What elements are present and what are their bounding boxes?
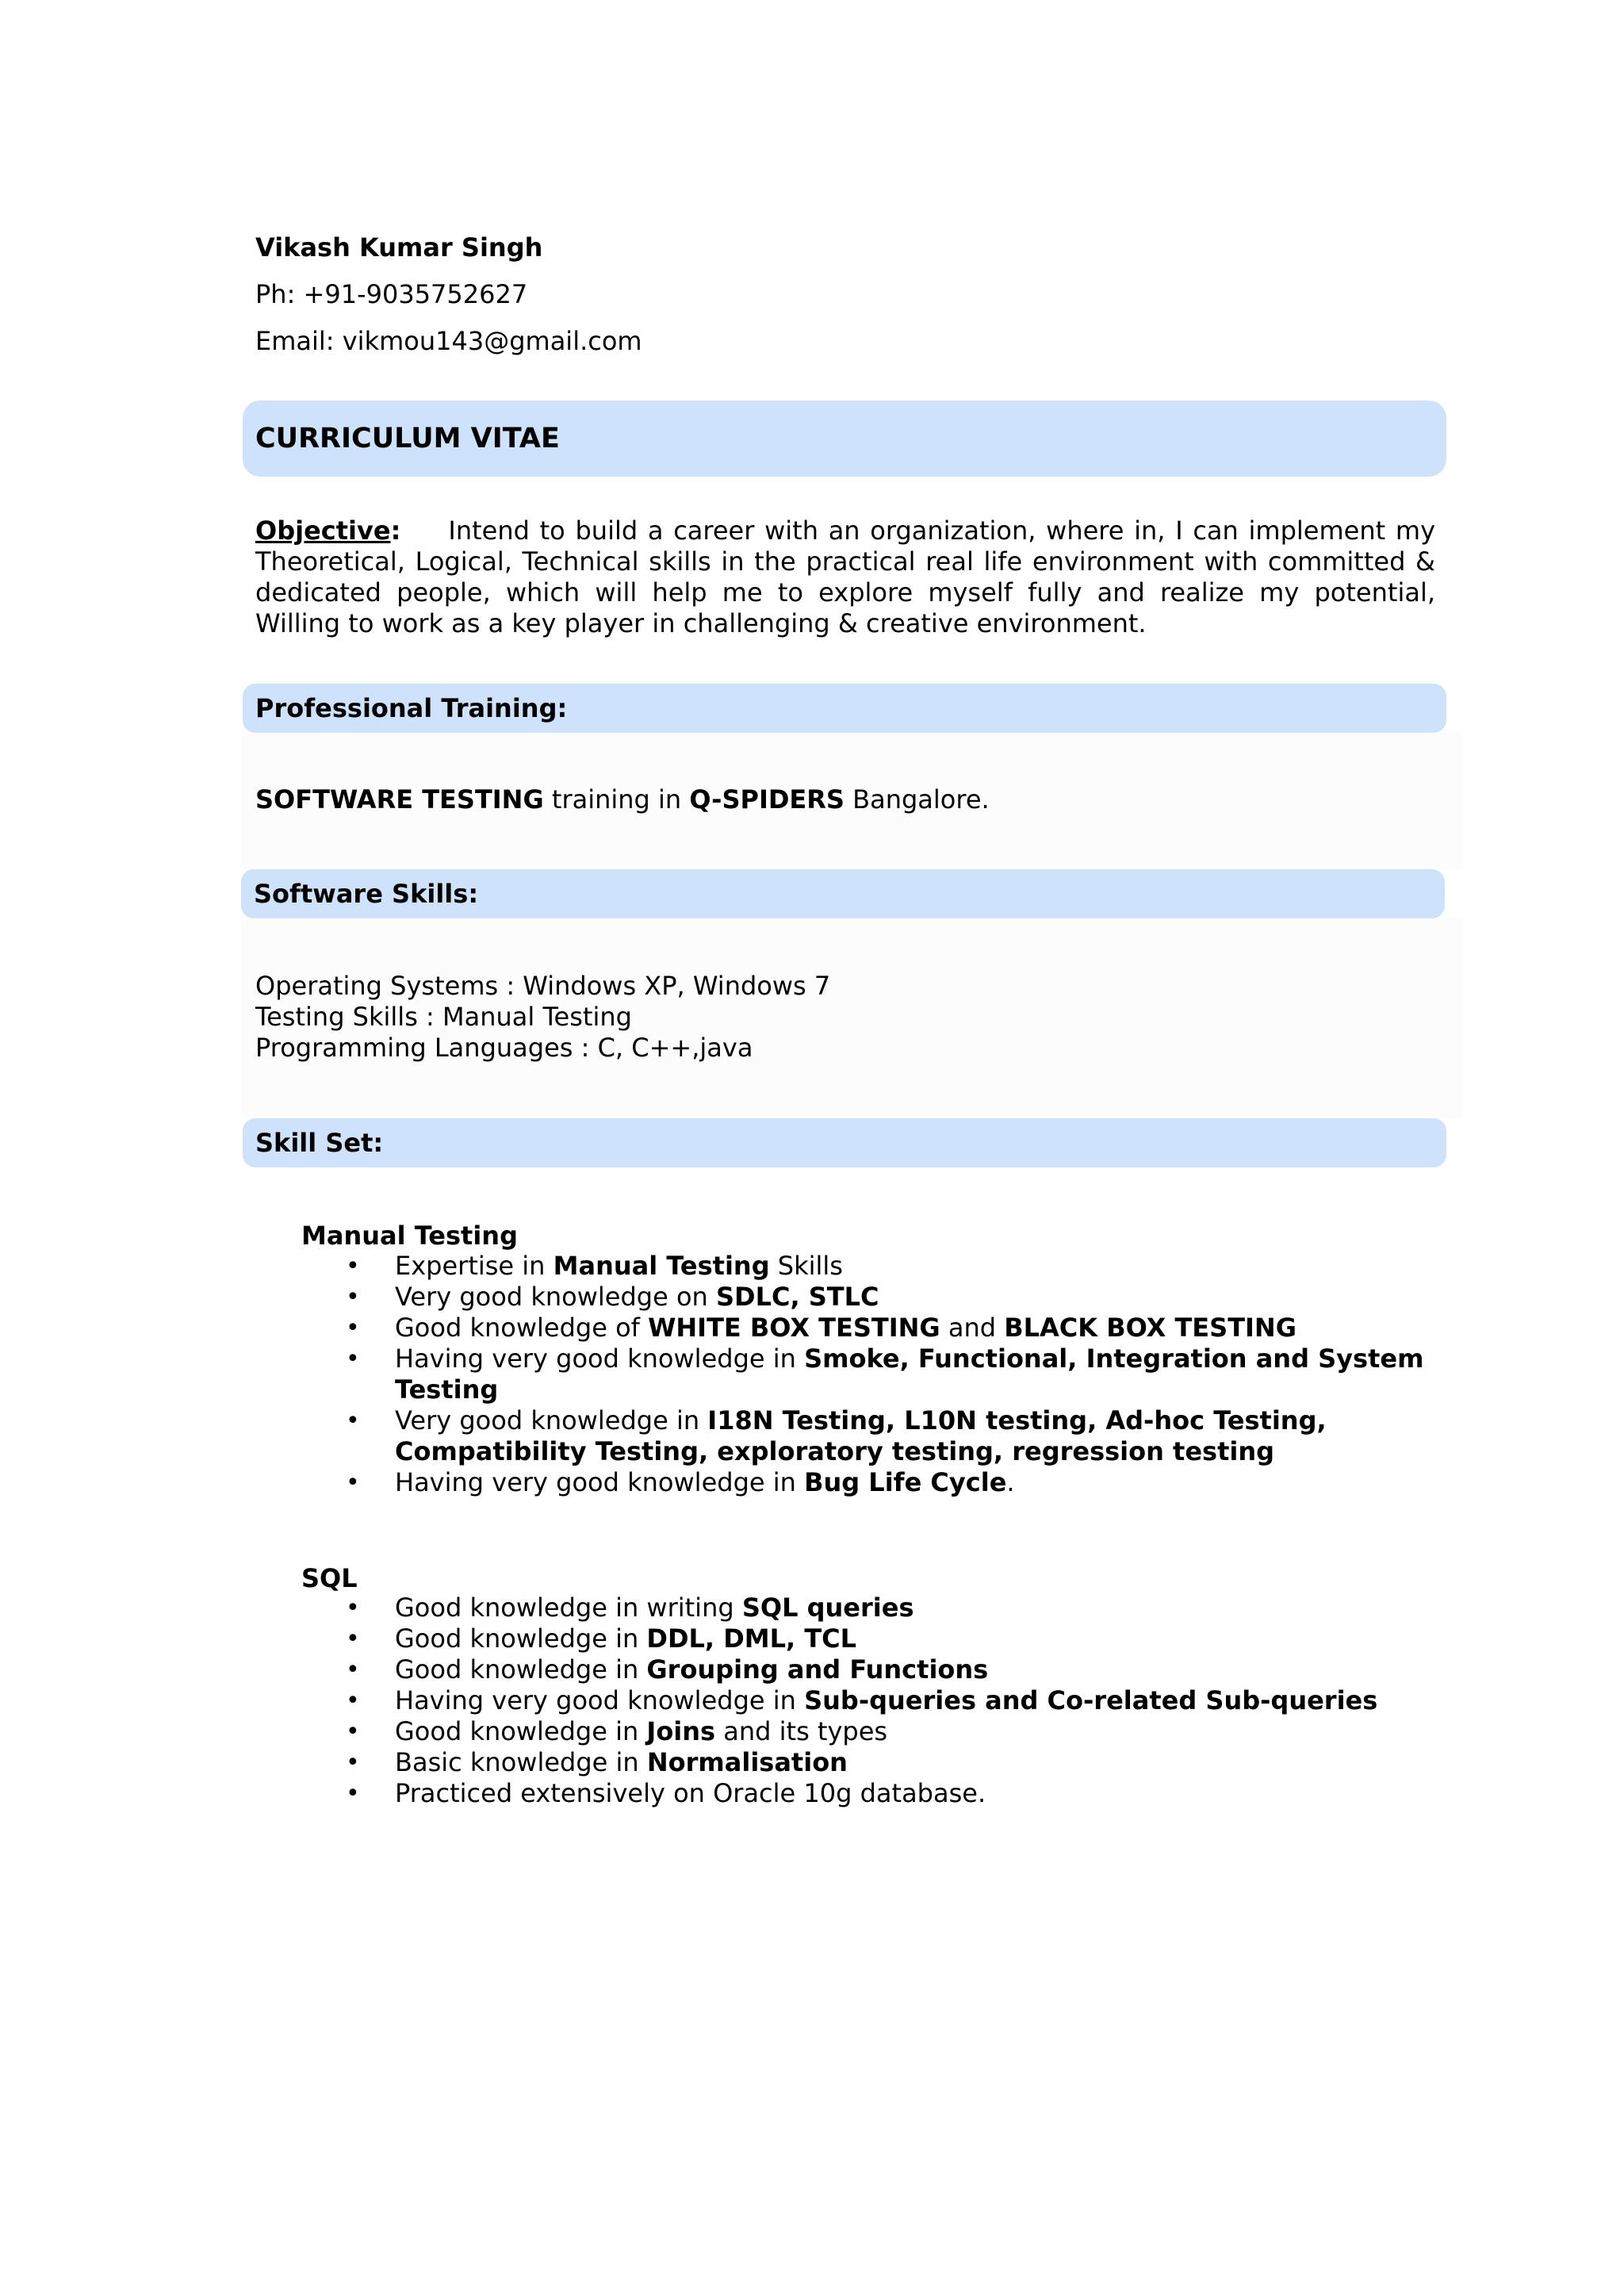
bullet-icon: • <box>346 1656 360 1684</box>
section-heading: Software Skills: <box>254 879 479 909</box>
phone-number: Ph: +91-9035752627 <box>255 279 528 309</box>
bullet-icon: • <box>346 1749 360 1777</box>
list-item: • Having very good knowledge in Bug Life Cycle. <box>346 1467 1015 1497</box>
document-title-banner <box>243 401 1446 477</box>
list-item: • Having very good knowledge in Sub-queries and Co-related Sub-queries <box>346 1685 1378 1715</box>
training-line <box>255 784 990 815</box>
training-course: SOFTWARE TESTING <box>255 784 544 815</box>
bullet-icon: • <box>346 1252 360 1280</box>
candidate-name: Vikash Kumar Singh <box>255 232 543 263</box>
software-skills-list <box>255 971 830 1064</box>
programming-languages-line: Programming Languages : C, C++,java <box>255 1033 753 1063</box>
manual-testing-list <box>301 1251 1443 1498</box>
list-item: • Good knowledge in DDL, DML, TCL <box>346 1623 857 1654</box>
bullet-icon: • <box>346 1469 360 1497</box>
sql-list <box>301 1593 1443 1809</box>
operating-systems-line: Operating Systems : Windows XP, Windows 7 <box>255 971 831 1001</box>
manual-testing-heading: Manual Testing <box>301 1221 518 1251</box>
email-address: Email: vikmou143@gmail.com <box>255 326 642 356</box>
objective-label: Objective <box>255 516 391 546</box>
list-item: • Practiced extensively on Oracle 10g database. <box>346 1778 986 1808</box>
list-item: • Basic knowledge in Normalisation <box>346 1747 848 1777</box>
training-text: training in <box>543 784 690 815</box>
professional-training-header <box>243 684 1446 733</box>
bullet-icon: • <box>346 1718 360 1746</box>
training-institute: Q-SPIDERS <box>689 784 845 815</box>
list-item: • Good knowledge in writing SQL queries <box>346 1593 914 1623</box>
bullet-icon: • <box>346 1407 360 1435</box>
software-skills-header <box>241 869 1445 918</box>
sql-heading: SQL <box>301 1563 358 1593</box>
skill-set-header <box>243 1118 1446 1167</box>
bullet-icon: • <box>346 1314 360 1342</box>
section-heading: Skill Set: <box>255 1128 384 1158</box>
list-item: • Very good knowledge in I18N Testing, L10N testing, Ad-hoc Testing, Compatibility Testing, exploratory testing, regression testing <box>346 1405 1327 1466</box>
bullet-icon: • <box>346 1283 360 1311</box>
objective-paragraph <box>255 516 1435 639</box>
bullet-icon: • <box>346 1345 360 1373</box>
testing-skills-line: Testing Skills : Manual Testing <box>255 1002 632 1032</box>
bullet-icon: • <box>346 1780 360 1807</box>
list-item: • Having very good knowledge in Smoke, Functional, Integration and System Testing <box>346 1343 1424 1405</box>
list-item: • Good knowledge in Joins and its types <box>346 1716 888 1746</box>
bullet-icon: • <box>346 1594 360 1622</box>
bullet-icon: • <box>346 1625 360 1653</box>
list-item: • Good knowledge in Grouping and Functions <box>346 1654 989 1685</box>
list-item: • Very good knowledge on SDLC, STLC <box>346 1282 879 1312</box>
section-heading: Professional Training: <box>255 693 568 723</box>
list-item: • Good knowledge of WHITE BOX TESTING and BLACK BOX TESTING <box>346 1313 1297 1343</box>
training-location: Bangalore. <box>844 784 990 815</box>
bullet-icon: • <box>346 1687 360 1715</box>
document-title: CURRICULUM VITAE <box>255 423 560 454</box>
objective-colon: : <box>390 516 401 546</box>
objective-text: Intend to build a career with an organization, where in, I can implement my Theoretical, Logical, Technical skills in the practical real life environment with committed & dedicated people, which will help me to explore myself fully and realize my potential, Willing to work as a key player in challenging & creative environment. <box>255 516 1435 638</box>
list-item: • Expertise in Manual Testing Skills <box>346 1251 843 1281</box>
